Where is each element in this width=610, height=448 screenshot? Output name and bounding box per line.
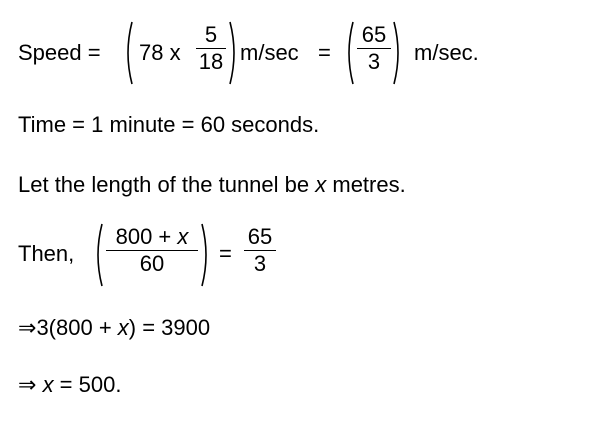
fraction-numerator: 5 [204,22,218,47]
then-label: Then, [18,241,75,266]
speed-equals: = [318,40,331,65]
speed-result-fraction [357,22,391,75]
step2-post: = 500. [53,372,122,397]
result-right-paren [392,20,404,86]
variable-x: x [117,315,129,340]
let-line [18,172,406,198]
then-equals: = [219,241,232,266]
speed-conversion-fraction [196,22,226,75]
step1-line [18,315,210,341]
speed-unit: m/sec [240,40,299,65]
fraction-denominator: 3 [367,49,381,74]
fraction-denominator: 18 [198,49,224,74]
step1-pre: 3(800 + [36,315,118,340]
result-left-paren [343,20,355,86]
speed-left-paren [122,20,134,86]
let-text-after: metres. [332,172,406,197]
then-rhs-fraction [244,224,276,277]
fraction-denominator: 60 [139,251,165,276]
variable-x: x [42,372,54,397]
step1-post: ) = 3900 [128,315,211,340]
fraction-numerator [106,224,198,250]
fraction-denominator: 3 [253,251,267,276]
then-right-paren [200,222,212,288]
implies-arrow-icon: ⇒ [18,315,37,340]
fraction-numerator: 65 [361,22,387,47]
speed-coefficient: 78 x [139,40,181,65]
variable-x: x [315,172,327,197]
implies-arrow-icon: ⇒ [18,372,37,397]
fraction-numerator: 65 [247,224,273,249]
then-lhs-fraction [106,224,198,277]
time-line: Time = 1 minute = 60 seconds. [18,112,320,137]
then-left-paren [92,222,104,288]
speed-label: Speed = [18,40,101,65]
variable-x: x [177,224,189,249]
step2-line [18,372,121,398]
numerator-text: 800 + [115,224,178,249]
speed-right-paren [228,20,240,86]
let-text-before: Let the length of the tunnel be [18,172,310,197]
speed-unit-final: m/sec. [414,40,479,65]
